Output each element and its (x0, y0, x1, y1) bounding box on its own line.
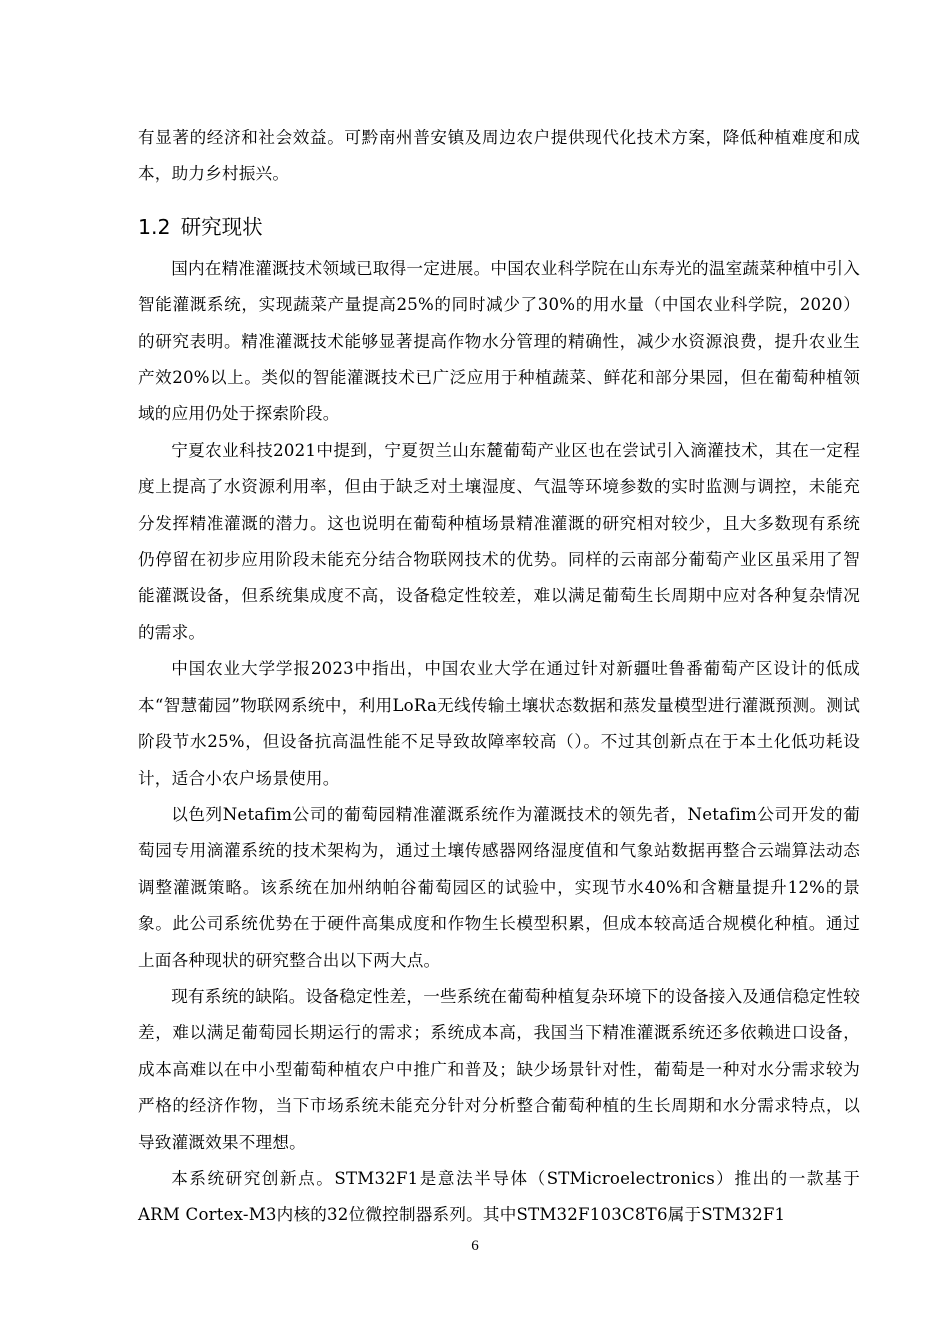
paragraph-ningxia: 宁夏农业科技2021中提到，宁夏贺兰山东麓葡萄产业区也在尝试引入滴灌技术，其在一定程度上提高了水资源利用率，但由于缺乏对土壤湿度、气温等环境参数的实时监测与调控，未能充分发挥精准灌溉的潜力。这也说明在葡萄种植场景精准灌溉的研究相对较少，且大多数现有系统仍停留在初步应用阶段未能充分结合物联网技术的优势。同样的云南部分葡萄产业区虽采用了智能灌溉设备，但系统集成度不高，设备稳定性较差，难以满足葡萄生长周期中应对各种复杂情况的需求。 (138, 440, 860, 642)
section-heading (138, 203, 860, 251)
paragraph-innovation: 本系统研究创新点。STM32F1是意法半导体（STMicroelectronics）推出的一款基于ARM Cortex-M3内核的32位微控制器系列。其中STM32F103C8T6属于STM32F1 (138, 1168, 860, 1225)
intro-paragraph: 有显著的经济和社会效益。可黔南州普安镇及周边农户提供现代化技术方案，降低种植难度和成本，助力乡村振兴。 (138, 128, 860, 184)
page-number: 6 (471, 1238, 479, 1254)
paragraph-domestic-research: 国内在精准灌溉技术领域已取得一定进展。中国农业科学院在山东寿光的温室蔬菜种植中引入智能灌溉系统，实现蔬菜产量提高25%的同时减少了30%的用水量（中国农业科学院，2020）的研究表明。精准灌溉技术能够显著提高作物水分管理的精确性，减少水资源浪费，提升农业生产效20%以上。类似的智能灌溉技术已广泛应用于种植蔬菜、鲜花和部分果园，但在葡萄种植领域的应用仍处于探索阶段。 (138, 258, 860, 424)
paragraph-netafim: 以色列Netafim公司的葡萄园精准灌溉系统作为灌溉技术的领先者，Netafim公司开发的葡萄园专用滴灌系统的技术架构为，通过土壤传感器网络湿度值和气象站数据再整合云端算法动态调整灌溉策略。该系统在加州纳帕谷葡萄园区的试验中，实现节水40%和含糖量提升12%的景象。此公司系统优势在于硬件高集成度和作物生长模型积累，但成本较高适合规模化种植。通过上面各种现状的研究整合出以下两大点。 (138, 804, 860, 970)
paragraph-cau: 中国农业大学学报2023中指出，中国农业大学在通过针对新疆吐鲁番葡萄产区设计的低成本“智慧葡园”物联网系统中，利用LoRa无线传输土壤状态数据和蒸发量模型进行灌溉预测。测试阶段节水25%，但设备抗高温性能不足导致故障率较高（）。不过其创新点在于本土化低功耗设计，适合小农户场景使用。 (138, 659, 860, 788)
paragraph-system-defects: 现有系统的缺陷。设备稳定性差，一些系统在葡萄种植复杂环境下的设备接入及通信稳定性较差，难以满足葡萄园长期运行的需求；系统成本高，我国当下精准灌溉系统还多依赖进口设备，成本高难以在中小型葡萄种植农户中推广和普及；缺少场景针对性，葡萄是一种对水分需求较为严格的经济作物，当下市场系统未能充分针对分析整合葡萄种植的生长周期和水分需求特点，以导致灌溉效果不理想。 (138, 986, 860, 1152)
section-number: 1.2 (138, 214, 171, 239)
document-page (138, 120, 860, 1234)
section-title: 研究现状 (180, 214, 263, 239)
